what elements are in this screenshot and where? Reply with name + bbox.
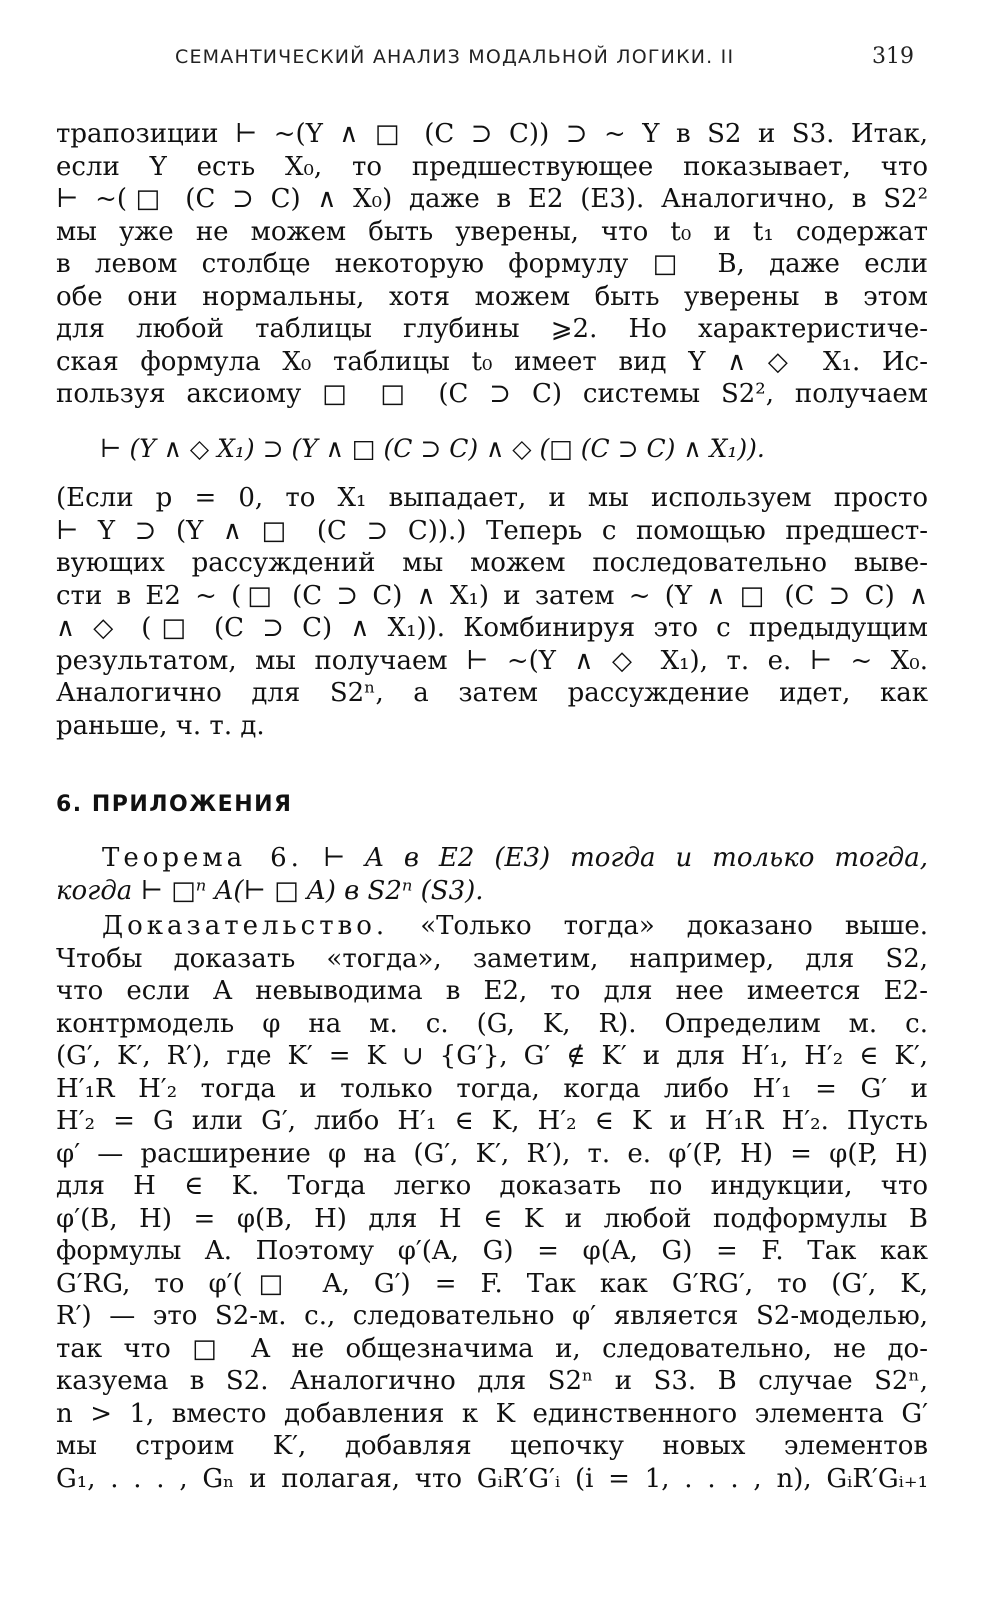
display-formula: ⊢ (Y ∧ ◇ X₁) ⊃ (Y ∧ □ (C ⊃ C) ∧ ◇ (□ (C ⊃ C) ∧ X₁)). [100,434,765,463]
text-line: (G′, K′, R′), где K′ = K ∪ {G′}, G′ ∉ K′ и для H′₁, H′₂ ∈ K′, [56,1041,928,1071]
paragraph-1 [56,118,928,411]
text-line: Аналогично для S2ⁿ, а затем рассуждение идет, как [56,678,928,708]
section-title: 6. ПРИЛОЖЕНИЯ [56,792,293,817]
text-line: мы строим K′, добавляя цепочку новых элементов [56,1431,928,1461]
text-line: если Y есть X₀, то предшествующее показывает, что [56,151,928,182]
text-line: (Если p = 0, то X₁ выпадает, и мы используем просто [56,483,928,513]
proof-label: Доказательство. [102,911,389,941]
text-line: ская формула X₀ таблицы t₀ имеет вид Y ∧ ◇ X₁. Ис- [56,346,928,377]
theorem-statement-1: ⊢ A в E2 (E3) тогда и только тогда, [322,843,929,873]
text-line: обе они нормальны, хотя можем быть уверены в этом [56,281,928,312]
running-head: СЕМАНТИЧЕСКИЙ АНАЛИЗ МОДАЛЬНОЙ ЛОГИКИ. II [175,46,735,68]
paragraph-2 [56,482,928,742]
theorem-line [56,842,928,875]
text-line: казуема в S2. Аналогично для S2ⁿ и S3. В случае S2ⁿ, [56,1366,928,1396]
text-line: φ′(B, H) = φ(B, H) для H ∈ K и любой подформулы B [56,1203,928,1234]
text-line: H′₂ = G или G′, либо H′₁ ∈ K, H′₂ ∈ K и H′₁R H′₂. Пусть [56,1106,928,1136]
theorem-label: Теорема 6. [102,843,303,873]
text-line: ∧ ◇ (□ (C ⊃ C) ∧ X₁)). Комбинируя это с предыдущим [56,613,928,643]
text-line: для любой таблицы глубины ⩾2. Но характеристиче- [56,314,928,344]
text-line: φ′ — расширение φ на (G′, K′, R′), т. е. φ′(P, H) = φ(P, H) [56,1138,928,1169]
text-line: так что □ A не общезначима и, следовательно, не до- [56,1333,928,1364]
text-line: ⊢ ~(□ (C ⊃ C) ∧ X₀) даже в E2 (E3). Аналогично, в S2² [56,184,928,214]
text-line: в левом столбце некоторую формулу □ B, даже если [56,249,928,279]
text-line: ⊢ Y ⊃ (Y ∧ □ (C ⊃ C)).) Теперь с помощью предшест- [56,515,928,546]
text-line: R′) — это S2-м. с., следовательно φ′ является S2-моделью, [56,1301,928,1331]
proof-first-line [56,910,928,943]
proof-first-line-text: «Только тогда» доказано выше. [420,911,928,941]
text-line: H′₁R H′₂ тогда и только тогда, когда либо H′₁ = G′ и [56,1073,928,1104]
text-line: раньше, ч. т. д. [56,710,265,741]
text-line: что если A невыводима в E2, то для нее имеется E2- [56,976,928,1006]
text-line: формулы A. Поэтому φ′(A, G) = φ(A, G) = F. Так как [56,1236,928,1266]
text-line: G′RG, то φ′(□ A, G′) = F. Так как G′RG′, то (G′, K, [56,1268,928,1299]
text-line: G₁, . . . , Gₙ и полагая, что GᵢR′G′ᵢ (i = 1, . . . , n), GᵢR′Gᵢ₊₁ [56,1463,928,1494]
text-line: контрмодель φ на м. с. (G, K, R). Определим м. с. [56,1008,928,1039]
text-line: мы уже не можем быть уверены, что t₀ и t₁ содержат [56,216,928,247]
text-line: Чтобы доказать «тогда», заметим, например, для S2, [56,943,928,974]
text-line: вующих рассуждений мы можем последовательно выве- [56,548,928,578]
theorem-6 [56,842,928,907]
text-line: трапозиции ⊢ ~(Y ∧ □ (C ⊃ C)) ⊃ ~ Y в S2 и S3. Итак, [56,119,928,149]
theorem-statement-2: когда ⊢ □ⁿ A(⊢ □ A) в S2ⁿ (S3). [56,875,484,906]
text-line: n > 1, вместо добавления к K единственного элемента G′ [56,1398,928,1429]
text-line: результатом, мы получаем ⊢ ~(Y ∧ ◇ X₁), т. е. ⊢ ~ X₀. [56,645,928,676]
page-number: 319 [872,44,914,69]
text-line: сти в E2 ~ (□ (C ⊃ C) ∧ X₁) и затем ~ (Y ∧ □ (C ⊃ C) ∧ [56,580,928,611]
proof [56,910,928,1495]
text-line: пользуя аксиому □ □ (C ⊃ C) системы S2², получаем [56,379,928,409]
text-line: для H ∈ K. Тогда легко доказать по индукции, что [56,1171,928,1201]
